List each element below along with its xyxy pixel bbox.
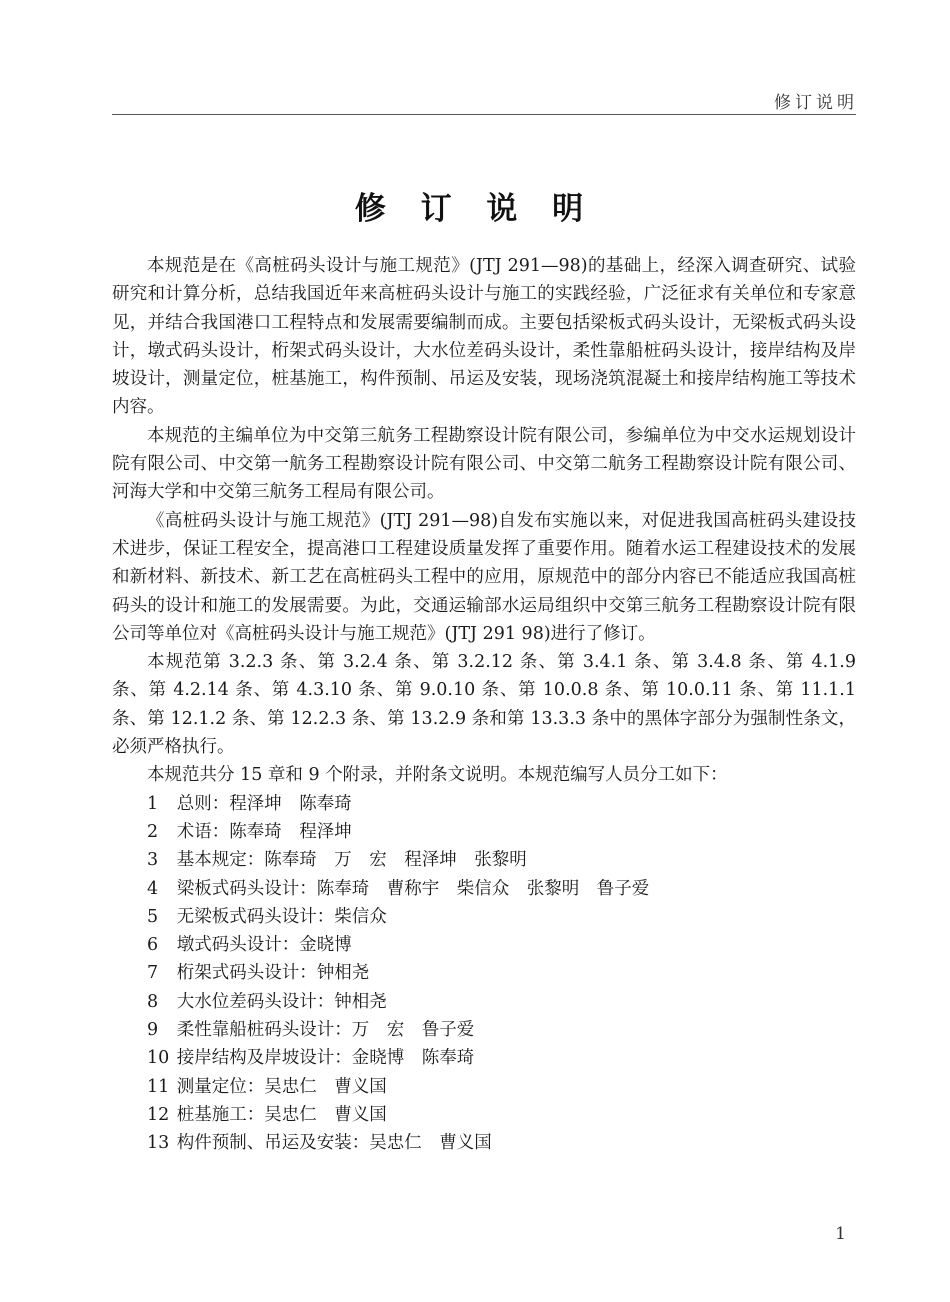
list-item [112,1129,856,1157]
list-item-number: 5 [147,906,159,927]
list-item-number: 12 [147,1104,170,1125]
list-item-text: 墩式码头设计：金晓博 [176,935,352,956]
paragraph-structure: 本规范共分 15 章和 9 个附录，并附条文说明。本规范编写人员分工如下： [147,765,728,786]
paragraph-history: 《高桩码头设计与施工规范》(JTJ 291—98)自发布实施以来，对促进我国高桩码头建设技术进步，保证工程安全，提高港口工程建设质量发挥了重要作用。随着水运工程建设技术的发展和新材料、新技术、新工艺在高桩码头工程中的应用，原规范中的部分内容已不能适应我国高桩码头的设计和施工的发展需要。为此，交通运输部水运局组织中交第三航务工程勘察设计院有限公司等单位对《高桩码头设计与施工规范》(JTJ 291 98)进行了修订。 [112,510,856,644]
list-item [112,846,856,874]
list-item [112,931,856,959]
list-item-number: 8 [147,991,159,1012]
list-item-text: 柔性靠船桩码头设计：万 宏 鲁子爱 [176,1020,475,1041]
list-item [112,1016,856,1044]
list-item-number: 4 [147,878,159,899]
list-item [112,818,856,846]
list-item [112,1073,856,1101]
list-item [112,959,856,987]
list-item-number: 9 [147,1020,159,1041]
list-item-number: 6 [147,935,159,956]
list-item-text: 接岸结构及岸坡设计：金晓博 陈奉琦 [176,1048,475,1069]
list-item-text: 总则：程泽坤 陈奉琦 [176,793,352,814]
header-rule [112,114,856,115]
list-item [112,988,856,1016]
list-item-number: 1 [147,793,159,814]
list-item-text: 术语：陈奉琦 程泽坤 [176,821,352,842]
list-item [112,903,856,931]
running-head: 修订说明 [774,93,858,113]
paragraph-intro: 本规范是在《高桩码头设计与施工规范》(JTJ 291—98)的基础上，经深入调查研究、试验研究和计算分析，总结我国近年来高桩码头设计与施工的实践经验，广泛征求有关单位和专家意见，并结合我国港口工程特点和发展需要编制而成。主要包括梁板式码头设计，无梁板式码头设计，墩式码头设计，桁架式码头设计，大水位差码头设计，柔性靠船桩码头设计，接岸结构及岸坡设计，测量定位，桩基施工，构件预制、吊运及安装，现场浇筑混凝土和接岸结构施工等技术内容。 [112,256,856,418]
list-item-text: 大水位差码头设计：钟相尧 [176,991,387,1012]
list-item-text: 桩基施工：吴忠仁 曹义国 [176,1104,387,1125]
list-item-number: 11 [147,1076,170,1097]
author-list [112,790,856,1158]
list-item-text: 桁架式码头设计：钟相尧 [176,963,370,984]
list-item-number: 13 [147,1133,170,1154]
list-item [112,1044,856,1072]
list-item [112,875,856,903]
list-item-text: 测量定位：吴忠仁 曹义国 [176,1076,387,1097]
list-item-text: 构件预制、吊运及安装：吴忠仁 曹义国 [176,1133,492,1154]
page-title: 修 订 说 明 [354,191,596,227]
list-item-number: 10 [147,1048,170,1069]
paragraph-editors: 本规范的主编单位为中交第三航务工程勘察设计院有限公司，参编单位为中交水运规划设计院有限公司、中交第一航务工程勘察设计院有限公司、中交第二航务工程勘察设计院有限公司、河海大学和中交第三航务工程局有限公司。 [112,425,856,503]
page-number: 1 [835,1224,846,1244]
paragraph-mandatory: 本规范第 3.2.3 条、第 3.2.4 条、第 3.2.12 条、第 3.4.1 条、第 3.4.8 条、第 4.1.9 条、第 4.2.14 条、第 4.3.10 条、第 9.0.10 条、第 10.0.8 条、第 10.0.11 条、第 11.1.1 条、第 12.1.2 条、第 12.2.3 条、第 13.2.9 条和第 13.3.3 条中的黑体字部分为强制性条文，必须严格执行。 [112,652,856,758]
list-item-text: 梁板式码头设计：陈奉琦 曹称宇 柴信众 张黎明 鲁子爱 [176,878,650,899]
list-item-number: 7 [147,963,159,984]
list-item-text: 无梁板式码头设计：柴信众 [176,906,387,927]
list-item-number: 2 [147,821,159,842]
list-item [112,1101,856,1129]
list-item-number: 3 [147,850,159,871]
list-item-text: 基本规定：陈奉琦 万 宏 程泽坤 张黎明 [176,850,527,871]
list-item [112,790,856,818]
body-text [112,252,856,1158]
